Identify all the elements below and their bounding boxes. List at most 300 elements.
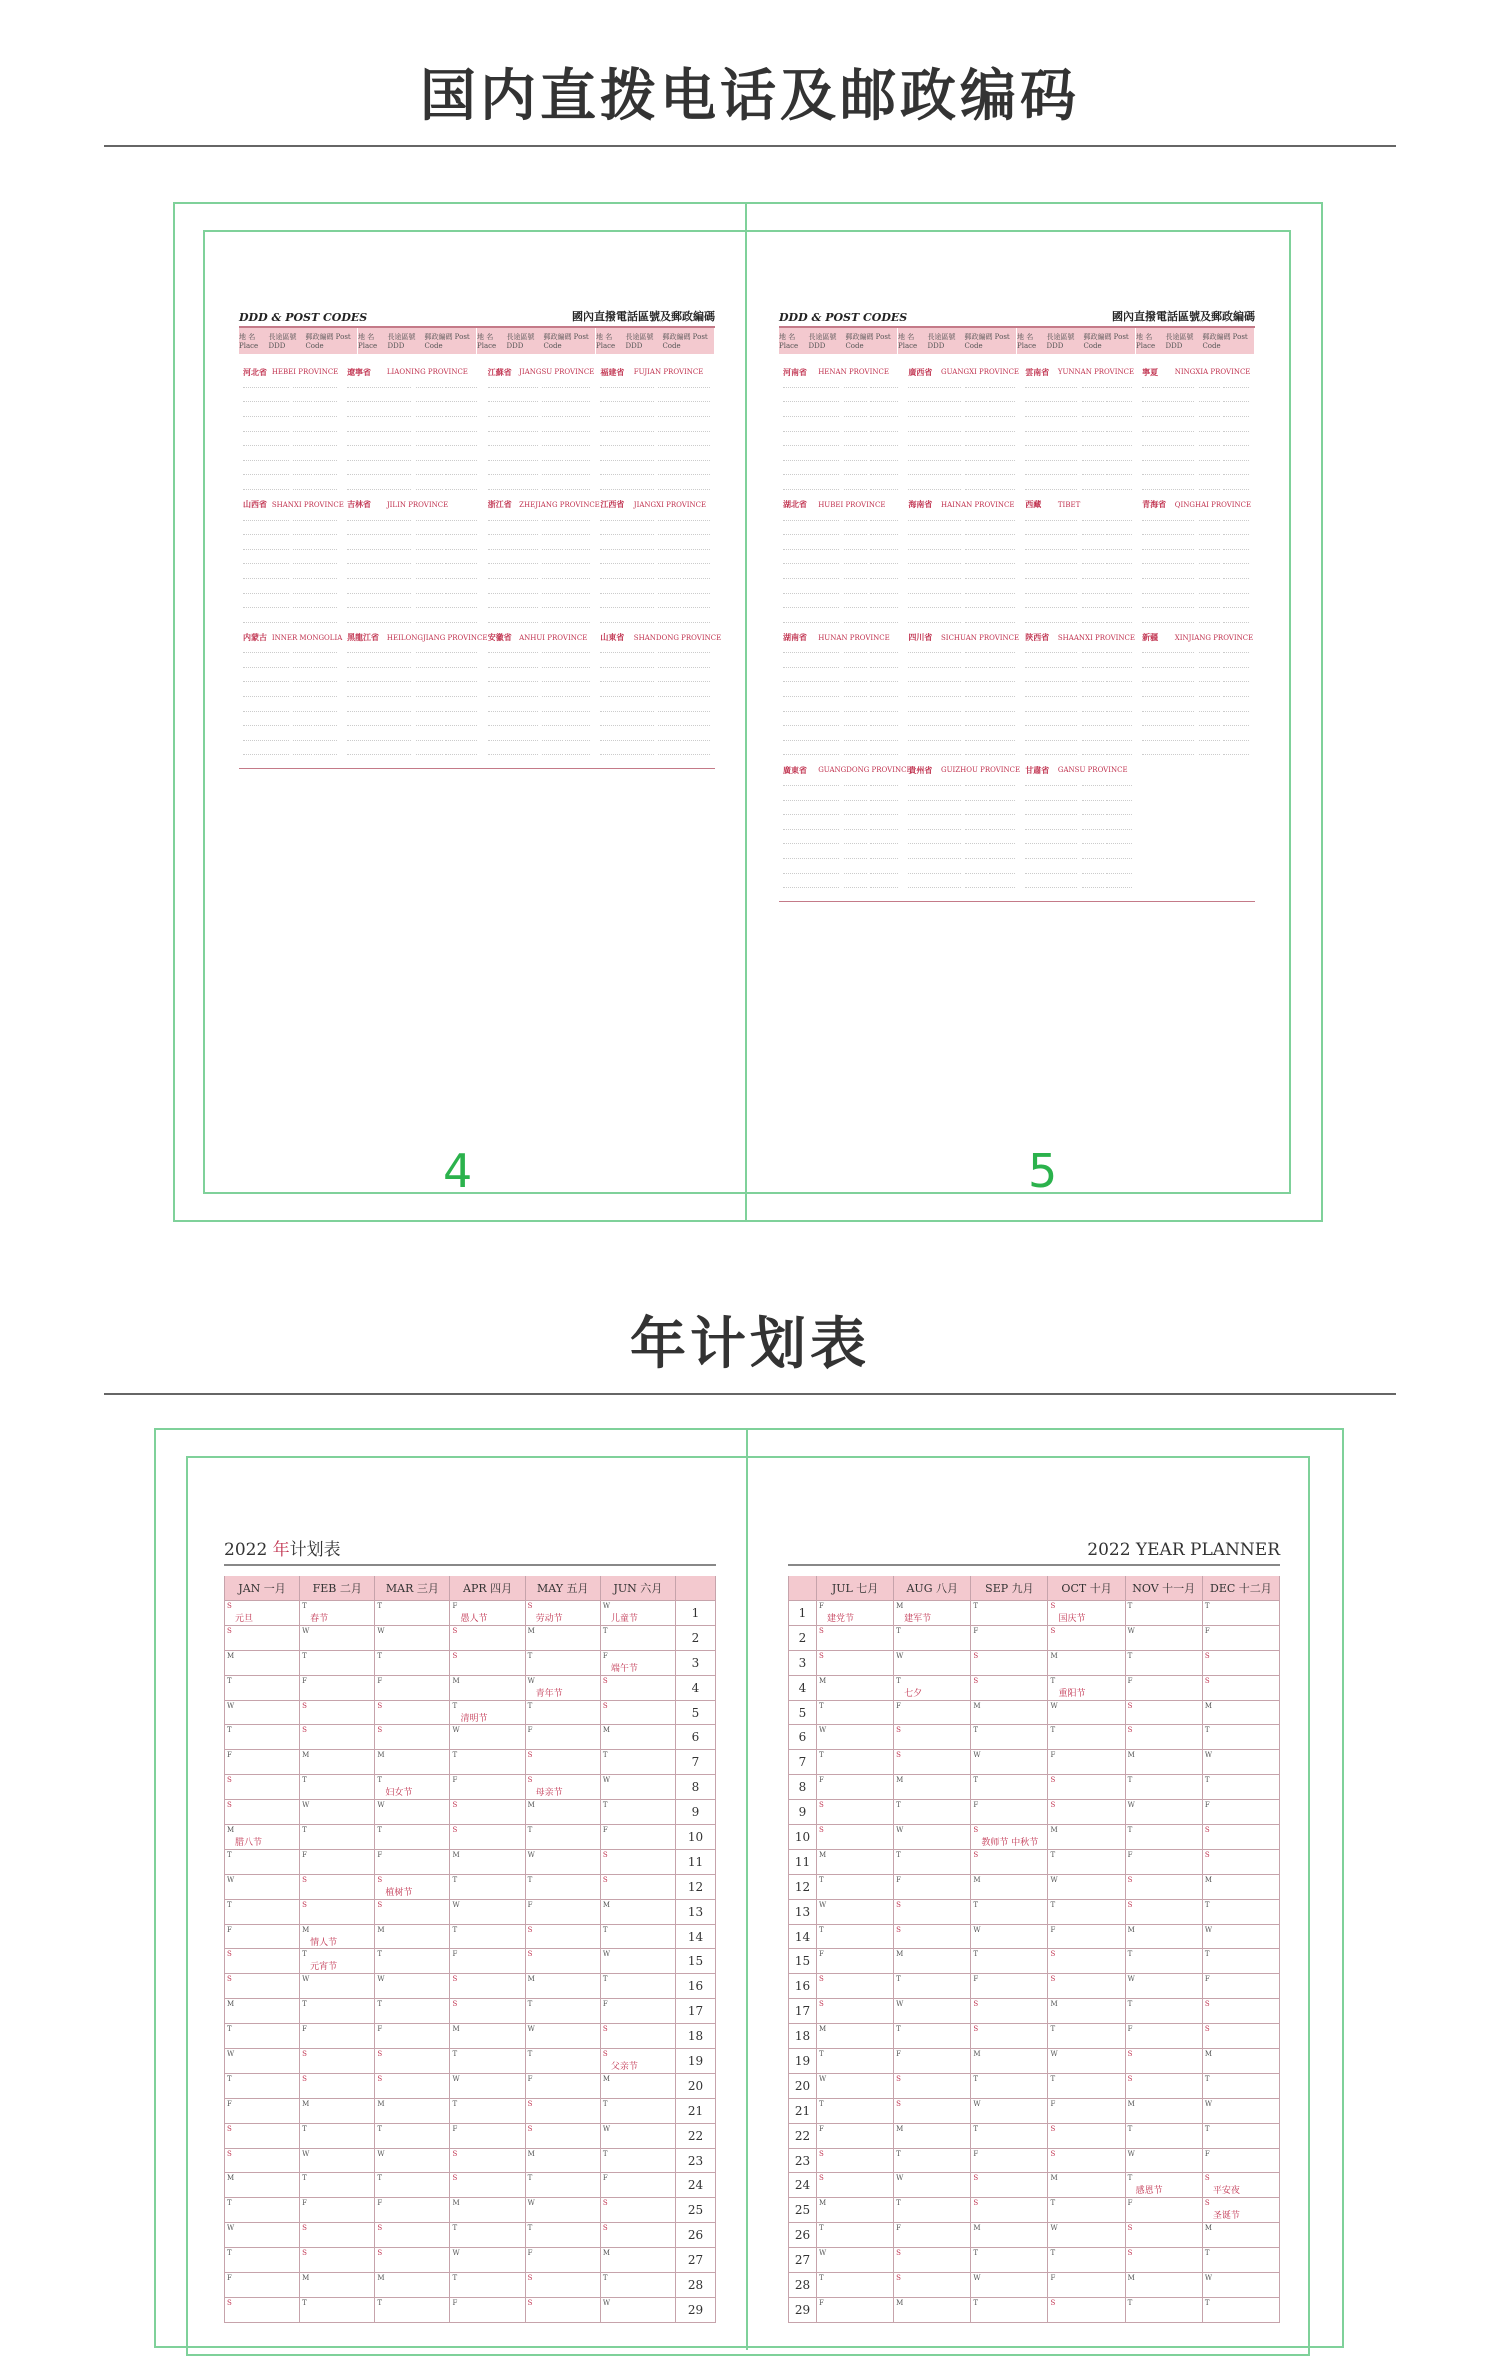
planner-day-cell	[894, 2024, 971, 2049]
province-name-en: FUJIAN PROVINCE	[633, 368, 704, 376]
directory-left-header: DDD & POST CODES	[239, 311, 368, 324]
directory-entry-row	[488, 660, 593, 675]
weekday-letter: W	[377, 1626, 385, 1635]
weekday-letter: S	[896, 2099, 901, 2108]
directory-entry-row	[347, 646, 480, 661]
province-name-cn: 陝西省	[1025, 632, 1050, 642]
planner-day-cell	[817, 2173, 894, 2198]
planner-day-cell	[450, 1601, 525, 1626]
planner-day-cell	[450, 2124, 525, 2149]
planner-day-cell	[894, 1800, 971, 1825]
planner-day-cell	[225, 2223, 300, 2248]
directory-right-columns	[779, 354, 1255, 895]
planner-day-cell	[375, 1676, 450, 1701]
planner-day-cell	[225, 1725, 300, 1750]
planner-day-cell	[1203, 1875, 1280, 1900]
planner-day-number: 5	[676, 1701, 716, 1726]
planner-day-cell	[1203, 2099, 1280, 2124]
weekday-letter: S	[527, 2274, 533, 2283]
directory-entry-row	[488, 438, 593, 453]
weekday-letter: W	[1127, 1975, 1135, 1984]
weekday-letter: M	[1127, 2274, 1135, 2283]
planner-day-cell	[1203, 1925, 1280, 1950]
weekday-letter: W	[602, 2124, 611, 2133]
directory-entry-row	[1142, 675, 1251, 690]
holiday-label: 教师节 中秋节	[981, 1838, 1039, 1849]
directory-entry-row	[908, 822, 1017, 837]
directory-column-header-place: 地 名 Place	[358, 333, 378, 350]
province-heading	[908, 630, 1020, 646]
weekday-letter: M	[1050, 2000, 1058, 2009]
directory-left-page	[239, 308, 722, 769]
planner-day-cell	[526, 1775, 601, 1800]
weekday-letter: M	[377, 1925, 385, 1934]
planner-day-cell	[450, 1626, 525, 1651]
weekday-letter: W	[973, 2099, 981, 2108]
weekday-letter: T	[452, 2274, 458, 2283]
directory-entry-row	[600, 733, 711, 748]
province-name-cn: 黑龍江省	[347, 632, 380, 642]
weekday-letter: F	[896, 2050, 902, 2059]
planner-day-cell	[450, 2149, 525, 2174]
directory-entry-row	[783, 482, 900, 497]
planner-day-number: 5	[789, 1701, 817, 1726]
planner-day-number: 4	[676, 1676, 716, 1701]
weekday-letter: T	[602, 1975, 608, 1984]
planner-day-cell	[894, 2273, 971, 2298]
planner-day-cell	[1203, 1900, 1280, 1925]
directory-entry-row	[1025, 822, 1134, 837]
planner-day-cell	[526, 1999, 601, 2024]
weekday-letter: W	[227, 2224, 235, 2233]
planner-day-cell	[225, 1925, 300, 1950]
weekday-letter: F	[302, 2199, 308, 2208]
planner-day-cell	[450, 2223, 525, 2248]
weekday-letter: S	[1204, 1676, 1210, 1685]
weekday-letter: M	[973, 1701, 981, 1710]
directory-right-header-2: 國內直撥電話區號及郵政編碼	[1112, 310, 1255, 323]
weekday-letter: M	[1050, 2174, 1058, 2183]
directory-entry-row	[1025, 733, 1134, 748]
weekday-letter: S	[1050, 2124, 1056, 2133]
weekday-letter: T	[1050, 2025, 1056, 2034]
planner-day-cell	[971, 1701, 1048, 1726]
planner-day-cell	[375, 1725, 450, 1750]
weekday-letter: T	[819, 1701, 824, 1710]
planner-left-title	[224, 1532, 716, 1564]
planner-day-cell	[225, 1651, 300, 1676]
weekday-letter: T	[1204, 1726, 1210, 1735]
weekday-letter: T	[452, 1925, 458, 1934]
weekday-letter: T	[602, 2149, 608, 2158]
directory-entry-row	[347, 542, 480, 557]
planner-day-cell	[1203, 1601, 1280, 1626]
directory-entry-row	[783, 438, 900, 453]
province-name-cn: 海南省	[908, 499, 933, 510]
planner-day-cell	[817, 1925, 894, 1950]
planner-day-cell	[1126, 2149, 1203, 2174]
weekday-letter: S	[527, 2099, 533, 2108]
directory-entry-row	[908, 851, 1017, 866]
weekday-letter: T	[302, 2124, 307, 2133]
weekday-letter: S	[1050, 1602, 1056, 1610]
planner-day-number: 2	[789, 1626, 817, 1651]
planner-day-cell	[225, 2298, 300, 2323]
weekday-letter: M	[896, 2124, 904, 2133]
planner-day-number: 15	[789, 1949, 817, 1974]
holiday-label: 感恩节	[1135, 2186, 1163, 2197]
weekday-letter: S	[1127, 1875, 1133, 1884]
planner-day-cell	[971, 1750, 1048, 1775]
planner-day-cell	[1126, 1875, 1203, 1900]
planner-day-cell	[526, 1974, 601, 1999]
planner-day-cell	[971, 1949, 1048, 1974]
planner-day-cell	[894, 1725, 971, 1750]
weekday-letter: M	[1050, 1651, 1058, 1660]
planner-day-cell	[450, 1925, 525, 1950]
weekday-letter: T	[819, 1875, 824, 1884]
planner-day-cell	[971, 2049, 1048, 2074]
planner-day-cell	[1203, 2149, 1280, 2174]
directory-column-header-post: 郵政編碼 Post Code	[662, 333, 708, 350]
province-heading	[600, 630, 722, 646]
province-name-en: HUNAN PROVINCE	[818, 633, 890, 642]
weekday-letter: W	[896, 2174, 904, 2183]
planner-day-number: 29	[676, 2298, 716, 2323]
planner-day-cell	[894, 1775, 971, 1800]
province-name-cn: 西藏	[1025, 499, 1042, 510]
weekday-letter: M	[896, 2298, 904, 2307]
planner-month-header: MAY 五月	[526, 1576, 601, 1601]
planner-day-number: 14	[676, 1925, 716, 1950]
directory-entry-row	[1142, 468, 1251, 483]
weekday-letter: W	[819, 1726, 827, 1735]
directory-entry-row	[488, 586, 593, 601]
weekday-letter: M	[896, 1950, 904, 1959]
directory-left-columns	[239, 354, 722, 762]
directory-entry-row	[1025, 615, 1134, 630]
planner-day-cell	[971, 2298, 1048, 2323]
province-name-cn: 廣西省	[908, 366, 933, 377]
planner-day-cell	[1126, 1925, 1203, 1950]
planner-day-cell	[526, 2198, 601, 2223]
planner-day-cell	[225, 2149, 300, 2174]
weekday-letter: F	[1204, 1626, 1210, 1635]
weekday-letter: F	[1204, 1801, 1210, 1810]
directory-entry-row	[1142, 409, 1251, 424]
planner-day-number: 6	[789, 1725, 817, 1750]
planner-day-cell	[817, 2198, 894, 2223]
planner-day-number: 12	[789, 1875, 817, 1900]
province-name-en: YUNNAN PROVINCE	[1057, 368, 1135, 376]
planner-day-number: 29	[789, 2298, 817, 2323]
planner-day-cell	[894, 1626, 971, 1651]
weekday-letter: T	[302, 1826, 307, 1835]
weekday-letter: W	[1204, 1925, 1213, 1934]
weekday-letter: M	[452, 2025, 460, 2034]
planner-day-cell	[375, 2049, 450, 2074]
planner-day-cell	[894, 2298, 971, 2323]
planner-day-number: 21	[676, 2099, 716, 2124]
directory-column-headers-2	[779, 328, 1255, 354]
directory-entry-row	[243, 571, 339, 586]
planner-day-cell	[1048, 2223, 1125, 2248]
province-heading	[488, 364, 593, 380]
weekday-letter: S	[896, 1751, 901, 1760]
planner-day-cell	[1126, 1651, 1203, 1676]
weekday-letter: F	[377, 1850, 383, 1859]
weekday-letter: F	[452, 1950, 458, 1959]
weekday-letter: W	[973, 1751, 981, 1760]
planner-day-cell	[526, 1676, 601, 1701]
planner-day-cell	[1126, 1974, 1203, 1999]
planner-day-cell	[1126, 2298, 1203, 2323]
weekday-letter: S	[602, 2224, 608, 2233]
weekday-letter: M	[819, 1850, 827, 1859]
holiday-label: 重阳节	[1058, 1688, 1086, 1699]
planner-day-cell	[450, 1775, 525, 1800]
planner-day-cell	[300, 1626, 375, 1651]
planner-day-cell	[1126, 1800, 1203, 1825]
weekday-letter: T	[302, 1950, 307, 1959]
weekday-letter: S	[377, 2224, 383, 2233]
directory-entry-row	[1025, 424, 1134, 439]
planner-day-cell	[526, 2024, 601, 2049]
directory-entry-row	[1025, 807, 1134, 822]
planner-day-cell	[225, 1676, 300, 1701]
planner-day-cell	[817, 1825, 894, 1850]
weekday-letter: F	[1050, 1925, 1056, 1934]
planner-day-cell	[225, 1800, 300, 1825]
planner-day-cell	[526, 2173, 601, 2198]
weekday-letter: M	[377, 1751, 385, 1760]
planner-day-cell	[1203, 1949, 1280, 1974]
weekday-letter: F	[819, 2298, 824, 2307]
weekday-letter: T	[896, 1850, 901, 1859]
planner-day-cell	[601, 1949, 676, 1974]
weekday-letter: S	[1127, 2074, 1133, 2083]
weekday-letter: W	[1050, 1701, 1058, 1710]
planner-month-header: JUN 六月	[601, 1576, 676, 1601]
province-heading	[783, 497, 900, 513]
planner-day-number: 10	[676, 1825, 716, 1850]
planner-day-number: 26	[676, 2223, 716, 2248]
weekday-letter: T	[1127, 1826, 1133, 1835]
planner-day-number: 18	[789, 2024, 817, 2049]
province-name-en: LIAONING PROVINCE	[386, 368, 468, 376]
planner-day-cell	[601, 2273, 676, 2298]
planner-day-cell	[225, 2248, 300, 2273]
planner-day-cell	[300, 1775, 375, 1800]
weekday-letter: T	[973, 2249, 978, 2258]
weekday-letter: S	[227, 1776, 232, 1785]
weekday-letter: F	[1204, 1975, 1210, 1984]
weekday-letter: T	[302, 1776, 307, 1785]
directory-footer-rule	[239, 768, 715, 769]
planner-day-cell	[375, 1999, 450, 2024]
planner-day-cell	[225, 2173, 300, 2198]
planner-day-cell	[601, 1800, 676, 1825]
planner-day-cell	[450, 1725, 525, 1750]
weekday-letter: S	[1204, 2025, 1210, 2034]
weekday-letter: T	[302, 2000, 307, 2009]
directory-entry-row	[488, 513, 593, 528]
directory-column	[779, 364, 912, 895]
planner-day-cell	[1048, 1626, 1125, 1651]
province-heading	[1142, 497, 1251, 513]
weekday-letter: S	[602, 1701, 608, 1710]
province-name-cn: 雲南省	[1025, 366, 1050, 377]
planner-day-cell	[375, 1875, 450, 1900]
planner-day-number: 27	[676, 2248, 716, 2273]
planner-day-cell	[375, 2124, 450, 2149]
weekday-letter: T	[227, 1900, 232, 1909]
planner-day-cell	[1048, 1676, 1125, 1701]
planner-day-cell	[601, 1974, 676, 1999]
directory-entry-row	[243, 557, 339, 572]
planner-day-cell	[300, 2149, 375, 2174]
province-name-en: GUIZHOU PROVINCE	[941, 766, 1021, 775]
weekday-letter: T	[452, 2224, 458, 2233]
directory-entry-row	[243, 586, 339, 601]
planner-day-cell	[1048, 1900, 1125, 1925]
directory-entry-row	[600, 615, 711, 630]
weekday-letter: T	[896, 2199, 901, 2208]
planner-day-cell	[1203, 1850, 1280, 1875]
planner-day-number: 24	[789, 2173, 817, 2198]
planner-day-number: 8	[676, 1775, 716, 1800]
weekday-letter: F	[819, 1950, 824, 1959]
weekday-letter: S	[527, 1602, 533, 1610]
planner-day-cell	[450, 1850, 525, 1875]
planner-day-number: 25	[676, 2198, 716, 2223]
weekday-letter: M	[602, 2249, 610, 2258]
directory-entry-row	[1025, 880, 1134, 895]
weekday-letter: S	[1127, 1900, 1133, 1909]
weekday-letter: M	[227, 2000, 235, 2009]
holiday-label: 愚人节	[460, 1614, 488, 1624]
directory-entry-row	[1142, 542, 1251, 557]
planner-day-cell	[894, 1974, 971, 1999]
planner-day-cell	[1048, 1701, 1125, 1726]
directory-entry-row	[347, 600, 480, 615]
weekday-letter: W	[527, 1850, 535, 1859]
weekday-letter: T	[1050, 1726, 1056, 1735]
weekday-letter: S	[527, 1950, 533, 1959]
weekday-letter: T	[527, 2000, 533, 2009]
directory-entry-row	[488, 704, 593, 719]
weekday-letter: S	[602, 2050, 608, 2059]
planner-day-cell	[817, 1900, 894, 1925]
planner-day-cell	[601, 1900, 676, 1925]
directory-column	[904, 364, 1021, 895]
province-name-en: JILIN PROVINCE	[386, 500, 449, 509]
weekday-letter: S	[896, 2249, 901, 2258]
directory-entry-row	[488, 600, 593, 615]
weekday-letter: F	[302, 1676, 308, 1685]
planner-day-cell	[817, 2049, 894, 2074]
directory-entry-row	[347, 380, 480, 395]
planner-day-cell	[817, 1875, 894, 1900]
directory-entry-row	[347, 733, 480, 748]
province-name-cn: 安徽省	[487, 632, 512, 642]
weekday-letter: F	[452, 1776, 458, 1785]
directory-entry-row	[243, 600, 339, 615]
planner-day-cell	[894, 2223, 971, 2248]
directory-entry-row	[347, 718, 480, 733]
holiday-label: 父亲节	[610, 2062, 638, 2073]
weekday-letter: M	[302, 1925, 310, 1934]
weekday-letter: M	[973, 1875, 981, 1884]
weekday-letter: M	[819, 2199, 827, 2208]
weekday-letter: S	[527, 2298, 533, 2307]
weekday-letter: S	[1204, 2000, 1210, 2009]
planner-day-cell	[450, 1800, 525, 1825]
directory-entry-row	[347, 615, 480, 630]
planner-day-number: 21	[789, 2099, 817, 2124]
planner-day-cell	[1203, 2198, 1280, 2223]
planner-day-cell	[1203, 2223, 1280, 2248]
weekday-letter: W	[227, 1875, 235, 1884]
province-heading	[908, 497, 1017, 513]
directory-column-headers	[239, 328, 715, 354]
province-name-en: JIANGSU PROVINCE	[519, 368, 595, 376]
planner-day-cell	[1126, 1676, 1203, 1701]
directory-entry-row	[908, 615, 1017, 630]
directory-entry-row	[488, 482, 593, 497]
planner-day-cell	[1126, 1601, 1203, 1626]
planner-day-cell	[300, 2074, 375, 2099]
weekday-letter: W	[973, 2274, 981, 2283]
planner-day-cell	[601, 2173, 676, 2198]
weekday-letter: W	[527, 2199, 535, 2208]
province-heading	[347, 630, 488, 646]
directory-entry-row	[243, 704, 339, 719]
planner-day-cell	[1203, 2074, 1280, 2099]
directory-column	[343, 364, 488, 762]
directory-entry-row	[1142, 482, 1251, 497]
planner-day-cell	[225, 2273, 300, 2298]
planner-day-cell	[1203, 1750, 1280, 1775]
directory-entry-row	[783, 675, 900, 690]
directory-entry-row	[1142, 704, 1251, 719]
directory-entry-row	[1142, 660, 1251, 675]
weekday-letter: S	[527, 2124, 533, 2133]
planner-day-cell	[1048, 2049, 1125, 2074]
province-heading	[783, 762, 912, 778]
planner-day-cell	[300, 1725, 375, 1750]
weekday-letter: S	[819, 2149, 824, 2158]
weekday-letter: T	[819, 2099, 824, 2108]
weekday-letter: W	[1127, 1801, 1135, 1810]
weekday-letter: T	[452, 2050, 458, 2059]
planner-day-cell	[225, 1626, 300, 1651]
planner-month-header: AUG 八月	[894, 1576, 971, 1601]
planner-day-cell	[300, 1676, 375, 1701]
planner-day-number: 13	[676, 1900, 716, 1925]
planner-day-cell	[1203, 1800, 1280, 1825]
province-name-en: HEILONGJIANG PROVINCE	[386, 633, 488, 642]
planner-left-title-year-char: 年	[272, 1540, 290, 1560]
directory-entry-row	[783, 718, 900, 733]
directory-column-header-post: 郵政編碼 Post Code	[1083, 333, 1129, 350]
directory-column-header-group	[1136, 328, 1255, 354]
weekday-letter: F	[302, 2025, 308, 2034]
page-number-right: 5	[1028, 1144, 1058, 1198]
directory-entry-row	[783, 866, 900, 881]
directory-entry-row	[243, 748, 339, 763]
directory-entry-row	[600, 527, 711, 542]
